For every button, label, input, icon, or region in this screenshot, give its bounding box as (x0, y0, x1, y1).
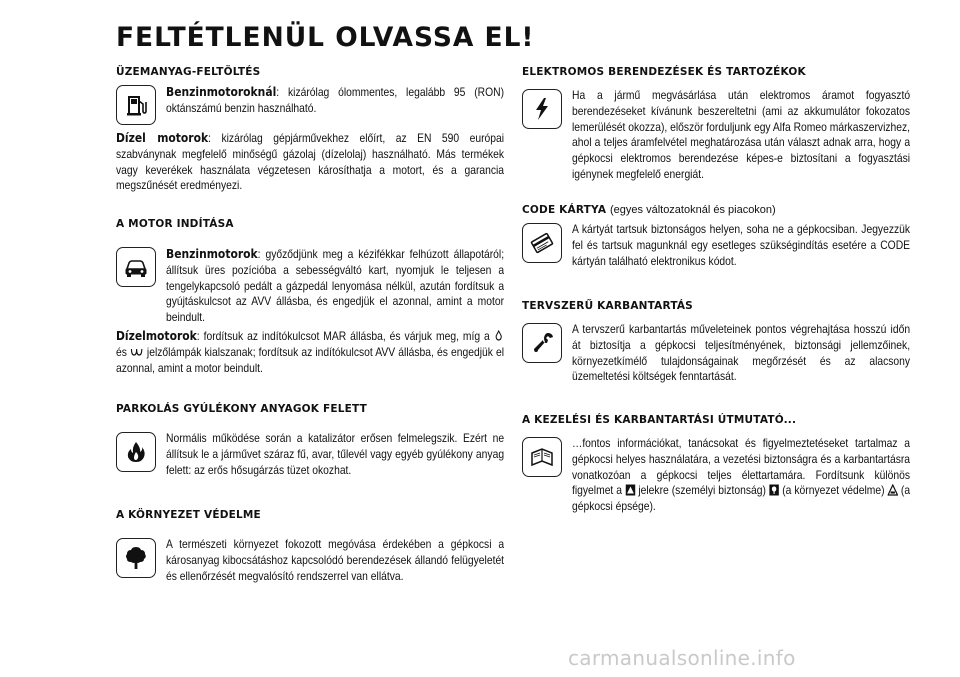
page-title: FELTÉTLENÜL OLVASSA EL! (116, 22, 535, 53)
lightning-icon (522, 89, 562, 129)
manual-section (522, 414, 910, 515)
maintenance-title: TERVSZERŰ KARBANTARTÁS (522, 300, 693, 312)
environment-title: A KÖRNYEZET VÉDELME (116, 509, 261, 521)
code-card-title: CODE KÁRTYA (egyes változatoknál és piacokon) (522, 204, 776, 216)
vehicle-integrity-icon (888, 484, 898, 496)
manual-title: A KEZELÉSI ÉS KARBANTARTÁSI ÚTMUTATÓ... (522, 414, 797, 426)
parking-section (116, 403, 504, 509)
fuel-diesel-label: Dízel motorok (116, 130, 209, 145)
manual-text: …fontos információkat, tanácsokat és figyelmeztetéseket tartalmaz a gépkocsi helyes használatára, a vezetési biztonságra és a karbantartásra vonatkozóan a gépkocsi teljes élettartamára. Fordítsunk különös figyelmet a jelekre (személyi biztonság) (a környezet védelme) (a gépkocsi épsége). (572, 436, 910, 514)
environment-protection-icon (769, 484, 779, 496)
code-card-subtitle: (egyes változatoknál és piacokon) (610, 204, 776, 216)
manual-book-icon (522, 437, 562, 477)
environment-section (116, 509, 504, 584)
fuel-pump-icon (116, 85, 156, 125)
engine-start-title: A MOTOR INDÍTÁSA (116, 218, 234, 230)
glow-plug-icon (130, 346, 144, 358)
parking-title: PARKOLÁS GYÚLÉKONY ANYAGOK FELETT (116, 403, 367, 415)
watermark: carmanualsonline.info (568, 646, 796, 670)
fuel-petrol-text: Benzinmotoroknál: kizárólag ólommentes, legalább 95 (RON) oktánszámú benzin használható. (166, 84, 504, 115)
code-card-text: A kártyát tartsuk biztonságos helyen, soha ne a gépkocsiban. Jegyezzük fel és tartsuk magunknál egy esetleges szükségindítás esetére a CODE kártyán található elektronikus kódot. (572, 222, 910, 268)
wrench-icon (522, 323, 562, 363)
parking-text: Normális működése során a katalizátor erősen felmelegszik. Ezért ne állítsuk le a járművet száraz fű, avar, tűlevél vagy egyéb gyúlékony anyag felett: az erős hősugárzás tüzet okozhat. (166, 431, 504, 477)
fuel-filter-water-icon (494, 330, 504, 342)
electric-title: ELEKTROMOS BERENDEZÉSEK ÉS TARTOZÉKOK (522, 66, 806, 78)
fuel-diesel-text: Dízel motorok: kizárólag gépjárművekhez előírt, az EN 590 európai szabványnak megfelelő minőségű gázolaj (dízelolaj) használható. Más termékek vagy keverékek használata végzetesen károsíthatja a motort, és a garancia megszűnését eredményezi. (116, 130, 504, 193)
start-diesel-text: Dízelmotorok: fordítsuk az indítókulcsot MAR állásba, és várjuk meg, míg a és jelzőlámpák kialszanak; fordítsuk az indítókulcsot AVV állásba, és engedjük el azonnal, amint a motor beindult. (116, 327, 504, 375)
car-engine-icon (116, 247, 156, 287)
fuel-petrol-label: Benzinmotoroknál (166, 84, 277, 99)
personal-safety-icon (625, 484, 635, 496)
left-column (116, 66, 504, 584)
code-card-icon (522, 223, 562, 263)
tree-icon (116, 538, 156, 578)
start-petrol-label: Benzinmotorok (166, 246, 258, 261)
code-card-section (522, 204, 910, 300)
engine-start-section (116, 218, 504, 403)
right-column (522, 66, 910, 515)
fire-icon (116, 432, 156, 472)
environment-text: A természeti környezet fokozott megóvása érdekében a gépkocsi a károsanyag kibocsátáshoz kapcsolódó berendezések állandó felügyeletét és ellenőrzését megvalósító rendszerrel van ellátva. (166, 537, 504, 583)
start-diesel-label: Dízelmotorok (116, 327, 197, 343)
fuel-section (116, 66, 504, 218)
start-petrol-text: Benzinmotorok: győződjünk meg a kézifékkar felhúzott állapotáról; állítsuk üres pozícióba a sebességváltó kart, nyomjuk le teljesen a tengelykapcsoló pedált a gázpedál lenyomása nélkül, azután fordítsuk a gyújtáskulcsot az AVV állásba, és engedjük el azonnal, amint a motor beindult. (166, 246, 504, 325)
maintenance-section (522, 300, 910, 414)
electric-section (522, 66, 910, 204)
maintenance-text: A tervszerű karbantartás műveleteinek pontos végrehajtása hosszú időn át biztosítja a gépkocsi teljesítményének, biztonsági jellemzőinek, környezetkímélő tulajdonságainak megőrzését és az alacsony üzemeltetési költségek fenntartását. (572, 322, 910, 384)
electric-text: Ha a jármű megvásárlása után elektromos áramot fogyasztó berendezéseket kívánunk beszereltetni (ami az akkumulátor fokozatos lemerülését okozza), először forduljunk egy Alfa Romeo márkaszervizhez, ahol a teljes áramfelvétel meghatározása után választ adnak arra, hogy a gépkocsi elektromos berendezése képes-e biztosítani a fogyasztási igénynek megfelelő energiát. (572, 88, 910, 181)
fuel-title: ÜZEMANYAG-FELTÖLTÉS (116, 66, 261, 78)
